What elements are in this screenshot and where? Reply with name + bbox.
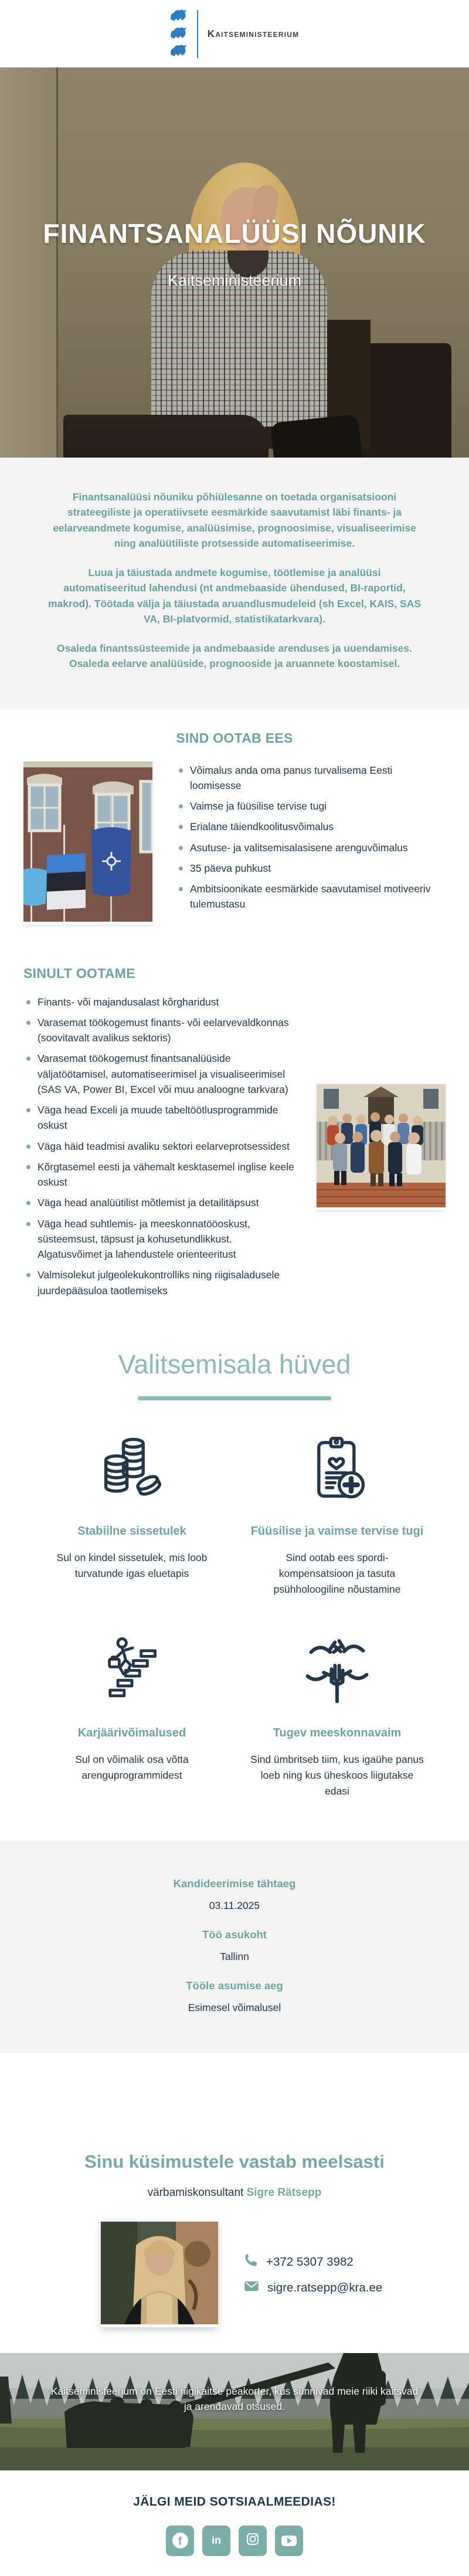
intro-section bbox=[0, 458, 469, 709]
contact-role: värbamiskonsultant bbox=[147, 2186, 247, 2199]
phone-icon bbox=[244, 2253, 258, 2271]
contact-heading: Sinu küsimustele vastab meelsasti bbox=[84, 2151, 385, 2172]
team-group-photo bbox=[317, 1084, 446, 1210]
social-heading: JÄLGI MEID SOTSIAALMEEDIAS! bbox=[133, 2494, 336, 2509]
job-title: FINANTSANALÜÜSI NÕUNIK bbox=[43, 218, 426, 249]
teamwork-card bbox=[235, 1629, 440, 1799]
sinult-ootame-section bbox=[0, 930, 469, 1323]
list-item: Varasemat töökogemust finants- või eelarvevaldkonnas (soovitavalt avalikus sektoris) bbox=[23, 1015, 294, 1046]
contact-phone-row bbox=[244, 2253, 382, 2271]
youtube-icon bbox=[281, 2536, 297, 2546]
sinult-ootame-list bbox=[23, 994, 294, 1298]
list-item: Väga häid teadmisi avaliku sektori eelarveprotsessidest bbox=[23, 1139, 294, 1154]
linkedin-button[interactable] bbox=[202, 2526, 230, 2556]
list-item: Väga head suhtlemis- ja meeskonnatööoskust, süsteemsust, täpsust ja kohusetundlikkust. Algatusvõimet ja lahendustele orienteeritust bbox=[23, 1216, 294, 1262]
flags-building-photo bbox=[23, 761, 152, 925]
contact-section bbox=[0, 2053, 469, 2327]
list-item: Varasemat töökogemust finantsanalüüside väljatöötamisel, automatiseerimisel ja visualiseerimisel (SAS VA, Power BI, Excel või muu analoogne tarkvara) bbox=[23, 1051, 294, 1097]
benefit-title: Stabiilne sissetulek bbox=[77, 1524, 186, 1538]
info-label: Tööle asumise aeg bbox=[186, 1979, 283, 1992]
list-item: Erialane täiendkoolitusvõimalus bbox=[176, 819, 433, 834]
contact-name: Sigre Rätsepp bbox=[246, 2186, 322, 2199]
benefits-heading: Valitsemisala hüved bbox=[118, 1349, 351, 1379]
sind-ootab-ees-list bbox=[176, 763, 433, 925]
logo-divider bbox=[197, 10, 198, 58]
list-item: Väga head Exceli ja muude tabeltöötlusprogrammide oskust bbox=[23, 1102, 294, 1133]
list-item: Vaimse ja füüsilise tervise tugi bbox=[176, 798, 433, 814]
start-date: Esimesel võimalusel bbox=[188, 2001, 281, 2013]
job-info-box bbox=[0, 1841, 469, 2053]
instagram-button[interactable] bbox=[239, 2526, 267, 2556]
application-deadline: 03.11.2025 bbox=[209, 1899, 260, 1911]
header bbox=[0, 0, 469, 67]
intro-paragraph: Luua ja täiustada andmete kogumise, töötlemise ja analüüsi automatiseeritud lahendusi (nt andmebaaside ühendused, BI-raportid, makrod). Töötada välja ja täiustada aruandlusmudeleid (sh Excel, KAIS, SAS VA, BI-platvormid, statistikatarkvara). bbox=[47, 567, 421, 625]
three-lions-icon bbox=[170, 8, 188, 59]
section-heading: SINULT OOTAME bbox=[23, 965, 135, 981]
intro-paragraph: Osaleda finantssüsteemide ja andmebaaside arenduses ja uuendamises. Osaleda eelarve analüüside, prognooside ja aruannete koostamisel. bbox=[57, 642, 412, 670]
heading-underline bbox=[138, 1396, 331, 1400]
org-name: Kaitseministeerium bbox=[207, 28, 300, 39]
section-heading: SIND OOTAB EES bbox=[176, 730, 293, 746]
benefits-section bbox=[0, 1349, 469, 1841]
list-item: Ambitsioonikate eesmärkide saavutamisel motiveeriv tulemustasu bbox=[176, 881, 433, 912]
sind-ootab-ees-section bbox=[0, 730, 469, 930]
benefit-title: Tugev meeskonnavaim bbox=[273, 1727, 402, 1740]
email-icon bbox=[244, 2280, 259, 2296]
career-stairs-icon bbox=[29, 1629, 235, 1711]
info-label: Töö asukoht bbox=[202, 1928, 267, 1941]
contact-details bbox=[244, 2244, 382, 2305]
benefits-grid bbox=[0, 1400, 469, 1841]
instagram-icon bbox=[246, 2532, 260, 2549]
info-label: Kandideerimise tähtaeg bbox=[173, 1877, 296, 1890]
linkedin-icon: in bbox=[212, 2534, 221, 2546]
benefit-description: Sind ootab ees spordi-kompensatsioon ja tasuta psühholoogiline nõustamine bbox=[273, 1551, 401, 1595]
list-item: Väga head analüütilist mõtlemist ja detailitäpsust bbox=[23, 1195, 294, 1210]
list-item: Valmisolekut julgeolekukontrolliks ning riigisaladusele juurdepääsuloa taotlemiseks bbox=[23, 1267, 294, 1298]
list-item: Võimalus anda oma panus turvalisema Eesti loomisesse bbox=[176, 763, 433, 794]
contact-phone[interactable]: +372 5307 3982 bbox=[266, 2255, 354, 2269]
benefit-card bbox=[235, 1427, 440, 1597]
benefit-card bbox=[29, 1629, 235, 1799]
benefit-description: Sul on kindel sissetulek, mis loob turvatunde igas eluetapis bbox=[56, 1551, 208, 1579]
footer-banner bbox=[0, 2353, 469, 2470]
social-buttons bbox=[0, 2526, 469, 2556]
teamwork-hands-icon bbox=[235, 1629, 440, 1711]
ministry-logo bbox=[170, 8, 300, 59]
list-item: Finants- või majandusalast kõrgharidust bbox=[23, 994, 294, 1010]
facebook-icon: f bbox=[172, 2533, 188, 2548]
list-item: 35 päeva puhkust bbox=[176, 861, 433, 876]
job-subtitle: Kaitseministeerium bbox=[167, 272, 302, 289]
benefit-title: Füüsilise ja vaimse tervise tugi bbox=[250, 1524, 424, 1538]
benefit-description: Sul on võimalik osa võtta arenguprogrammidest bbox=[75, 1754, 189, 1782]
contact-email[interactable]: sigre.ratsepp@kra.ee bbox=[267, 2280, 383, 2294]
hero-background bbox=[0, 67, 58, 458]
intro-paragraph: Finantsanalüüsi nõuniku põhiülesanne on toetada organisatsiooni strateegiliste ja operatiivsete eesmärkide saavutamist läbi finants- ja eelarveandmete kogumise, analüüsimise, prognoosimise, visualiseerimise ning analüütiliste protsesside automatiseerimise. bbox=[53, 491, 416, 549]
coins-icon bbox=[29, 1427, 235, 1509]
benefit-description: Sind ümbritseb tiim, kus igaühe panus loeb ning kus üheskoos liigutakse edasi bbox=[250, 1754, 424, 1798]
benefit-card bbox=[29, 1427, 235, 1597]
facebook-button[interactable] bbox=[166, 2526, 194, 2556]
contact-person-line bbox=[0, 2186, 469, 2199]
list-item: Asutuse- ja valitsemisalasisene arenguvõimalus bbox=[176, 840, 433, 855]
benefit-title: Karjäärivõimalused bbox=[77, 1727, 186, 1740]
job-location: Tallinn bbox=[220, 1950, 249, 1962]
contact-person-photo bbox=[101, 2222, 218, 2327]
health-clipboard-icon bbox=[235, 1427, 440, 1509]
hero-armchair-front bbox=[63, 415, 269, 458]
contact-email-row bbox=[244, 2280, 382, 2296]
social-section bbox=[0, 2470, 469, 2576]
youtube-button[interactable] bbox=[275, 2526, 303, 2556]
list-item: Kõrgtasemel eesti ja vähemalt kesktasemel inglise keele oskust bbox=[23, 1159, 294, 1190]
footer-banner-text: Kaitseministeerium on Eesti riigikaitse peakorter, kus sünnivad meie riiki kaitsvad ja arendavad otsused. bbox=[50, 2385, 419, 2412]
hero-banner bbox=[0, 67, 469, 458]
